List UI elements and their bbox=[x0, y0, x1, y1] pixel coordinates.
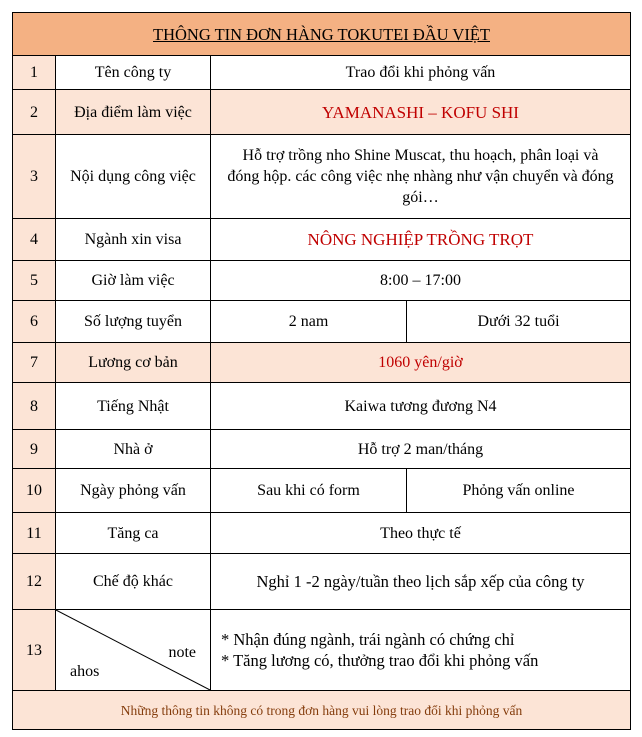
row-value: Hỗ trợ trồng nho Shine Muscat, thu hoạch, phân loại và đóng hộp. các công việc nhẹ nhàng như vận chuyển và đóng gói… bbox=[211, 135, 631, 219]
row-value: Theo thực tế bbox=[211, 513, 631, 554]
table-header-row bbox=[13, 13, 631, 56]
table-row bbox=[13, 610, 631, 691]
row-value-b: Phỏng vấn online bbox=[407, 469, 631, 513]
row-number: 10 bbox=[13, 469, 56, 513]
table-row bbox=[13, 301, 631, 343]
diagonal-split-cell bbox=[56, 610, 211, 691]
title-text: THÔNG TIN ĐƠN HÀNG TOKUTEI ĐẦU VIỆT bbox=[153, 24, 490, 44]
table-row bbox=[13, 430, 631, 469]
row-number: 13 bbox=[13, 610, 56, 691]
row-number: 2 bbox=[13, 90, 56, 135]
row-label: Nội dụng công việc bbox=[56, 135, 211, 219]
table-row bbox=[13, 343, 631, 383]
row-value-b: Dưới 32 tuổi bbox=[407, 301, 631, 343]
row-value: Trao đổi khi phỏng vấn bbox=[211, 56, 631, 90]
table-row bbox=[13, 554, 631, 610]
row-label: Giờ làm việc bbox=[56, 261, 211, 301]
row-value: NÔNG NGHIỆP TRỒNG TRỌT bbox=[211, 219, 631, 261]
row-value: Hỗ trợ 2 man/tháng bbox=[211, 430, 631, 469]
table-row bbox=[13, 219, 631, 261]
row-number: 1 bbox=[13, 56, 56, 90]
row-value: Nghỉ 1 -2 ngày/tuần theo lịch sắp xếp của công ty bbox=[211, 554, 631, 610]
footer-note: Những thông tin không có trong đơn hàng vui lòng trao đổi khi phỏng vấn bbox=[13, 691, 631, 730]
row-number: 7 bbox=[13, 343, 56, 383]
row-label: Lương cơ bản bbox=[56, 343, 211, 383]
row-label: Ngày phỏng vấn bbox=[56, 469, 211, 513]
row-number: 12 bbox=[13, 554, 56, 610]
footer-row bbox=[13, 691, 631, 730]
row-label: Tiếng Nhật bbox=[56, 383, 211, 430]
row-number: 5 bbox=[13, 261, 56, 301]
row-label: Tăng ca bbox=[56, 513, 211, 554]
diag-label-bottom: ahos bbox=[70, 663, 100, 680]
row-label: Chế độ khác bbox=[56, 554, 211, 610]
row-number: 11 bbox=[13, 513, 56, 554]
order-info-table bbox=[12, 12, 631, 730]
row-label: Nhà ở bbox=[56, 430, 211, 469]
diag-label-top: note bbox=[168, 644, 196, 661]
row-number: 8 bbox=[13, 383, 56, 430]
row-number: 3 bbox=[13, 135, 56, 219]
row-label: Ngành xin visa bbox=[56, 219, 211, 261]
table-row bbox=[13, 261, 631, 301]
note-line: * Tăng lương có, thưởng trao đổi khi phỏng vấn bbox=[221, 651, 539, 670]
table-row bbox=[13, 90, 631, 135]
row-value-a: Sau khi có form bbox=[211, 469, 407, 513]
row-label: Địa điểm làm việc bbox=[56, 90, 211, 135]
notes-cell bbox=[211, 610, 631, 691]
table-row bbox=[13, 383, 631, 430]
row-number: 4 bbox=[13, 219, 56, 261]
note-line: * Nhận đúng ngành, trái ngành có chứng chỉ bbox=[221, 630, 515, 649]
row-value: YAMANASHI – KOFU SHI bbox=[211, 90, 631, 135]
row-value-a: 2 nam bbox=[211, 301, 407, 343]
row-number: 6 bbox=[13, 301, 56, 343]
row-label: Tên công ty bbox=[56, 56, 211, 90]
table-row bbox=[13, 513, 631, 554]
row-number: 9 bbox=[13, 430, 56, 469]
row-label: Số lượng tuyển bbox=[56, 301, 211, 343]
table-row bbox=[13, 469, 631, 513]
table-row bbox=[13, 135, 631, 219]
row-value: 1060 yên/giờ bbox=[211, 343, 631, 383]
row-value: Kaiwa tương đương N4 bbox=[211, 383, 631, 430]
table-title bbox=[13, 13, 631, 56]
row-value: 8:00 – 17:00 bbox=[211, 261, 631, 301]
table-row bbox=[13, 56, 631, 90]
